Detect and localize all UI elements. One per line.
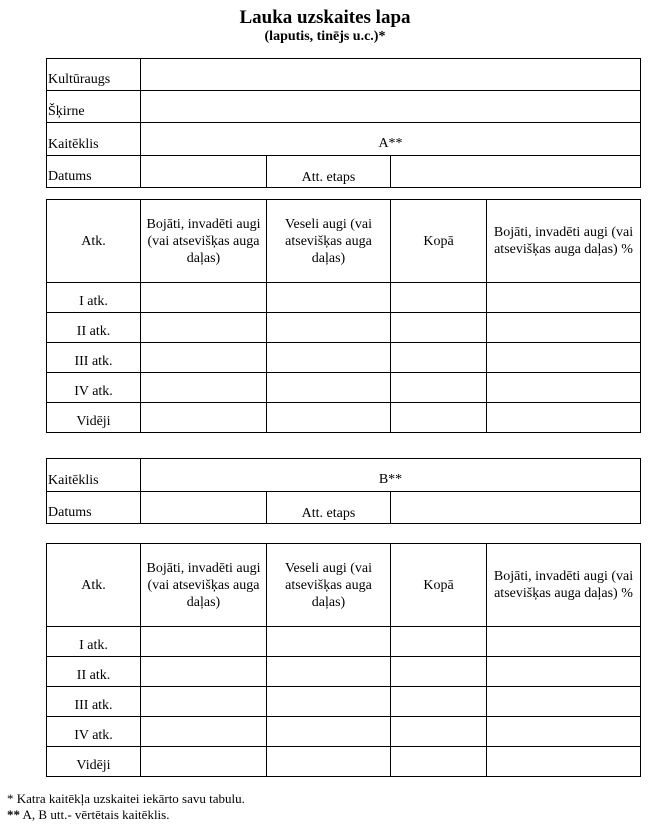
stage-label: Att. etaps [267,492,391,524]
pest-label: Kaitēklis [47,123,141,156]
cell-percent[interactable] [487,657,641,687]
cell-total[interactable] [391,717,487,747]
date-field[interactable] [141,492,267,524]
cell-damaged[interactable] [141,627,267,657]
row-label: IV atk. [47,373,141,403]
variety-label: Šķirne [47,91,141,123]
cell-total[interactable] [391,313,487,343]
cell-damaged[interactable] [141,717,267,747]
stage-label: Att. etaps [267,156,391,188]
table-row [47,627,641,657]
cell-healthy[interactable] [267,403,391,433]
footnote-1: * Katra kaitēkļa uzskaitei iekārto savu tabulu. [7,791,245,806]
cell-percent[interactable] [487,373,641,403]
col-header-atk: Atk. [47,200,141,283]
cell-percent[interactable] [487,283,641,313]
cell-percent[interactable] [487,313,641,343]
row-label: I atk. [47,627,141,657]
data-table-b [46,543,641,777]
cell-total[interactable] [391,283,487,313]
pest-value: A** [141,123,641,156]
cell-percent[interactable] [487,717,641,747]
table-row [47,343,641,373]
cell-healthy[interactable] [267,627,391,657]
page-title: Lauka uzskaites lapa [239,7,411,28]
cell-total[interactable] [391,373,487,403]
cell-damaged[interactable] [141,403,267,433]
date-label: Datums [47,492,141,524]
table-row [47,657,641,687]
cell-total[interactable] [391,627,487,657]
date-row [47,492,641,524]
pest-label: Kaitēklis [47,459,141,492]
variety-row [47,91,641,123]
cell-healthy[interactable] [267,373,391,403]
cell-percent[interactable] [487,747,641,777]
col-header-percent: Bojāti, invadēti augi (vai atsevišķas auga daļas) % [487,544,641,627]
cell-damaged[interactable] [141,747,267,777]
stage-field[interactable] [391,492,641,524]
cell-damaged[interactable] [141,313,267,343]
cell-total[interactable] [391,687,487,717]
col-header-total: Kopā [391,544,487,627]
info-table-a [46,58,641,188]
cell-total[interactable] [391,343,487,373]
variety-field[interactable] [141,91,641,123]
row-label: II atk. [47,313,141,343]
table-row [47,747,641,777]
col-header-atk: Atk. [47,544,141,627]
cell-damaged[interactable] [141,373,267,403]
cell-healthy[interactable] [267,687,391,717]
table-row [47,373,641,403]
row-label: III atk. [47,687,141,717]
pest-row [47,123,641,156]
col-header-percent: Bojāti, invadēti augi (vai atsevišķas auga daļas) % [487,200,641,283]
row-label: Vidēji [47,403,141,433]
data-table-a [46,199,641,433]
crop-row [47,59,641,91]
cell-percent[interactable] [487,403,641,433]
cell-healthy[interactable] [267,313,391,343]
cell-percent[interactable] [487,343,641,373]
crop-label: Kultūraugs [47,59,141,91]
row-label: Vidēji [47,747,141,777]
col-header-damaged: Bojāti, invadēti augi (vai atsevišķas auga daļas) [141,200,267,283]
table-row [47,313,641,343]
row-label: IV atk. [47,717,141,747]
col-header-healthy: Veseli augi (vai atsevišķas auga daļas) [267,200,391,283]
cell-damaged[interactable] [141,657,267,687]
pest-value: B** [141,459,641,492]
crop-field[interactable] [141,59,641,91]
cell-percent[interactable] [487,687,641,717]
pest-row [47,459,641,492]
row-label: II atk. [47,657,141,687]
cell-total[interactable] [391,403,487,433]
page-subtitle: (laputis, tinējs u.c.)* [264,29,386,44]
table-row [47,717,641,747]
date-label: Datums [47,156,141,188]
cell-damaged[interactable] [141,283,267,313]
cell-total[interactable] [391,747,487,777]
col-header-damaged: Bojāti, invadēti augi (vai atsevišķas auga daļas) [141,544,267,627]
table-row [47,283,641,313]
info-table-b [46,458,641,524]
cell-damaged[interactable] [141,343,267,373]
cell-healthy[interactable] [267,657,391,687]
cell-healthy[interactable] [267,747,391,777]
cell-healthy[interactable] [267,717,391,747]
cell-healthy[interactable] [267,283,391,313]
cell-percent[interactable] [487,627,641,657]
cell-healthy[interactable] [267,343,391,373]
cell-total[interactable] [391,657,487,687]
table-row [47,687,641,717]
row-label: I atk. [47,283,141,313]
header-row [47,544,641,627]
table-row [47,403,641,433]
header-row [47,200,641,283]
col-header-total: Kopā [391,200,487,283]
footnote-2-text: A, B utt.- vērtētais kaitēklis. [20,807,170,822]
footnote-2-marker: ** [7,807,20,822]
col-header-healthy: Veseli augi (vai atsevišķas auga daļas) [267,544,391,627]
footnote-2 [7,807,169,822]
cell-damaged[interactable] [141,687,267,717]
row-label: III atk. [47,343,141,373]
stage-field[interactable] [391,156,641,188]
date-row [47,156,641,188]
date-field[interactable] [141,156,267,188]
